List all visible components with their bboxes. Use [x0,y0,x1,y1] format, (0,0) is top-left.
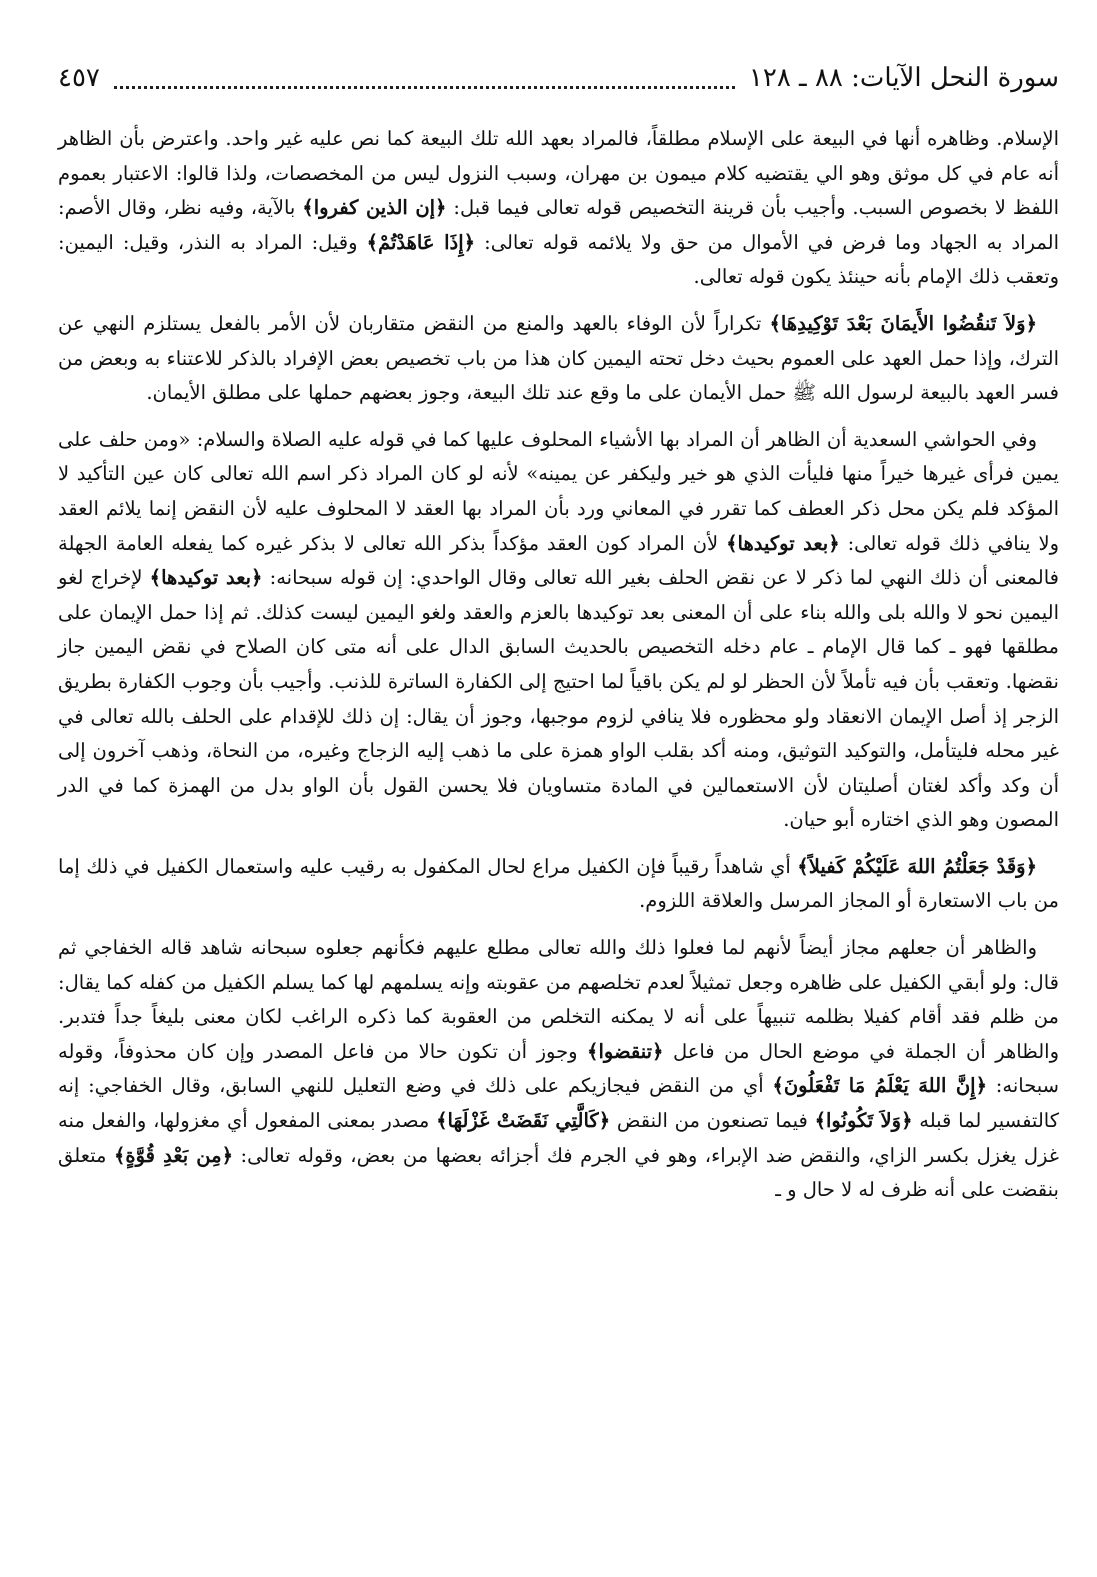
running-header [58,58,1059,98]
chapter-title: سورة النحل الآيات: ٨٨ ـ ١٢٨ [748,63,1059,93]
paragraph [58,931,1059,1208]
quran-citation: ﴿مِن بَعْدِ قُوَّةٍ﴾ [113,1143,233,1167]
paragraph [58,423,1059,838]
quran-citation: ﴿بعد توكيدها﴾ [149,566,263,590]
paragraph-text: أي شاهداً رقيباً فإن الكفيل مراع لحال المكفول به رقيب عليه واستعمال الكفيل في ذلك إما من باب الاستعارة أو المجاز المرسل والعلاقة اللزوم. [58,854,1059,913]
paragraph-text: وفي الحواشي السعدية أن الظاهر أن المراد بها الأشياء المحلوف عليها كما في قوله عليه الصلاة والسلام: «ومن حلف على يمين فرأى غيرها خيراً منها فليأت الذي هو خير وليكفر عن يمينه» لأنه لو كان المراد ذكر اسم الله تعالى كان عين التأكيد لا المؤكد فلم يكن محل ذكر العطف كما تقرر في المعاني ورد بأن المراد بها العقد لا المحلوف عليه لأن النقض إنما يلائم العقد ولا ينافي ذلك قوله تعالى: [58,427,1059,555]
paragraph [58,307,1059,411]
paragraph-text: فيما تصنعون من النقض [610,1109,815,1133]
paragraph-text: تكراراً لأن الوفاء بالعهد والمنع من النقض متقاربان لأن الأمر بالفعل يستلزم النهي عن الترك، وإذا حمل العهد على العموم بحيث دخل تحته اليمين كان هذا من باب تخصيص بعض الإفراد بالذكر للاعتناء به وبعض من فسر العهد بالبيعة لرسول الله ﷺ حمل الأيمان على ما وقع عند تلك البيعة، وجوز بعضهم حملها على مطلق الأيمان. [58,311,1059,405]
paragraph-text: والظاهر أن جعلهم مجاز أيضاً لأنهم لما فعلوا ذلك والله تعالى مطلع عليهم فكأنهم جعلوه سبحانه شاهد قاله الخفاجي ثم قال: ولو أبقي الكفيل على ظاهره وجعل تمثيلاً لعدم تخلصهم من عقوبته وإنه يسلمهم لها كما يسلم الكفيل من كفله كما يقال: من ظلم فقد أقام كفيلا بظلمه تنبيهاً على أنه لا يمكنه التخلص من العقوبة كما ذكره الراغب لكان معنى بليغاً جداً فتدبر. والظاهر أن الجملة في موضع الحال من فاعل [58,936,1059,1063]
paragraph [58,122,1059,295]
quran-citation: ﴿كَالَّتِي نَقَضَتْ غَزْلَهَا﴾ [436,1109,611,1133]
quran-citation: ﴿بعد توكيدها﴾ [726,531,840,555]
quran-citation: ﴿تنقضوا﴾ [587,1039,664,1063]
quran-citation: ﴿إِنَّ اللهَ يَعْلَمُ مَا تَفْعَلُونَ﴾ [772,1074,988,1098]
paragraph-text: متعلق بنقضت على أنه ظرف له لا حال و ـ [58,1143,1059,1202]
paragraph-text: أي من النقض فيجازيكم على ذلك في وضع التعليل للنهي السابق، وقال الخفاجي: إنه كالتفسير لما قبله [58,1074,1059,1133]
quran-citation: ﴿وَقَدْ جَعَلْتُمُ اللهَ عَلَيْكُمْ كَفيلاً﴾ [797,854,1037,878]
paragraph-text: الإسلام. وظاهره أنها في البيعة على الإسلام مطلقاً، فالمراد بعهد الله تلك البيعة كما نص عليه غير واحد. واعترض بأن الظاهر أنه عام في كل موثق وهو الي يقتضيه كلام ميمون بن مهران، وسبب النزول ليس من المخصصات، ولذا قالوا: الاعتبار بعموم اللفظ لا بخصوص السبب. وأجيب بأن قرينة التخصيص قوله تعالى فيما قبل: [58,127,1059,220]
paragraph-text: مصدر بمعنى المفعول أي مغزولها، والفعل منه غزل يغزل بكسر الزاي، والنقض ضد الإبراء، وهو في الجرم فك أجزائه بعضها من بعض، وقوله تعالى: [58,1109,1059,1167]
paragraph-text: لإخراج لغو اليمين نحو لا والله بلى والله بناء على أن المعنى بعد توكيدها بالعزم والعقد ولغو اليمين ليست كذلك. ثم إذا حمل الإيمان على مطلقها فهو ـ كما قال الإمام ـ عام دخله التخصيص بالحديث السابق الدال على أنه متى كان الصلاح في نقض اليمين جاز نقضها. وتعقب بأن فيه تأملاً لأن الحظر لو لم يكن باقياً لما احتيج إلى الكفارة الساترة للذنب. وأجيب بأن وجوب الكفارة بطريق الزجر إذ أصل الإيمان الانعقاد ولو محظوره فلا ينافي لزوم موجبها، وجوز أن يقال: إن ذلك للإقدام على الحلف بالله تعالى في غير محله فليتأمل، والتوكيد التوثيق، ومنه أكد بقلب الواو همزة على ما ذهب إليه الزجاج وغيره، من النحاة، وذهب آخرون إلى أن وكد وأكد لغتان أصليتان لأن الاستعمالين في المادة متساويان فلا يحسن القول بأن الواو بدل من الهمزة كما في الدر المصون وهو الذي اختاره أبو حيان. [58,566,1059,832]
quran-citation: ﴿إِذَا عَاهَدْتُمْ﴾ [366,230,476,254]
quran-citation: ﴿وَلاَ تَكُونُوا﴾ [814,1109,913,1133]
paragraph-text: لأن المراد كون العقد مؤكداً بذكر الله تعالى لا بذكر غيره كما يفعله العامة الجهلة فالمعنى أن ذلك النهي لما ذكر لا عن نقض الحلف بغير الله تعالى وقال الواحدي: إن قوله سبحانه: [58,531,1059,590]
quran-citation: ﴿وَلاَ تَنقُضُوا الأَيمَانَ بَعْدَ تَوْكِيدِهَا﴾ [769,311,1037,335]
body-text [58,122,1059,1208]
paragraph-text: وقيل: المراد به النذر، وقيل: اليمين: وتعقب ذلك الإمام بأنه حينئذ يكون قوله تعالى. [58,230,1059,289]
header-dotted-leader [114,84,735,89]
paragraph-text: وجوز أن تكون حالا من فاعل المصدر وإن كان محذوفاً، وقوله سبحانه: [58,1039,1060,1098]
page-number: ٤٥٧ [58,63,100,93]
paragraph-text: بالآية، وفيه نظر، وقال الأصم: المراد به الجهاد وما فرض في الأموال من حق ولا يلائمه قوله تعالى: [58,196,1059,254]
quran-citation: ﴿إن الذين كفروا﴾ [302,196,447,220]
paragraph [58,850,1059,919]
